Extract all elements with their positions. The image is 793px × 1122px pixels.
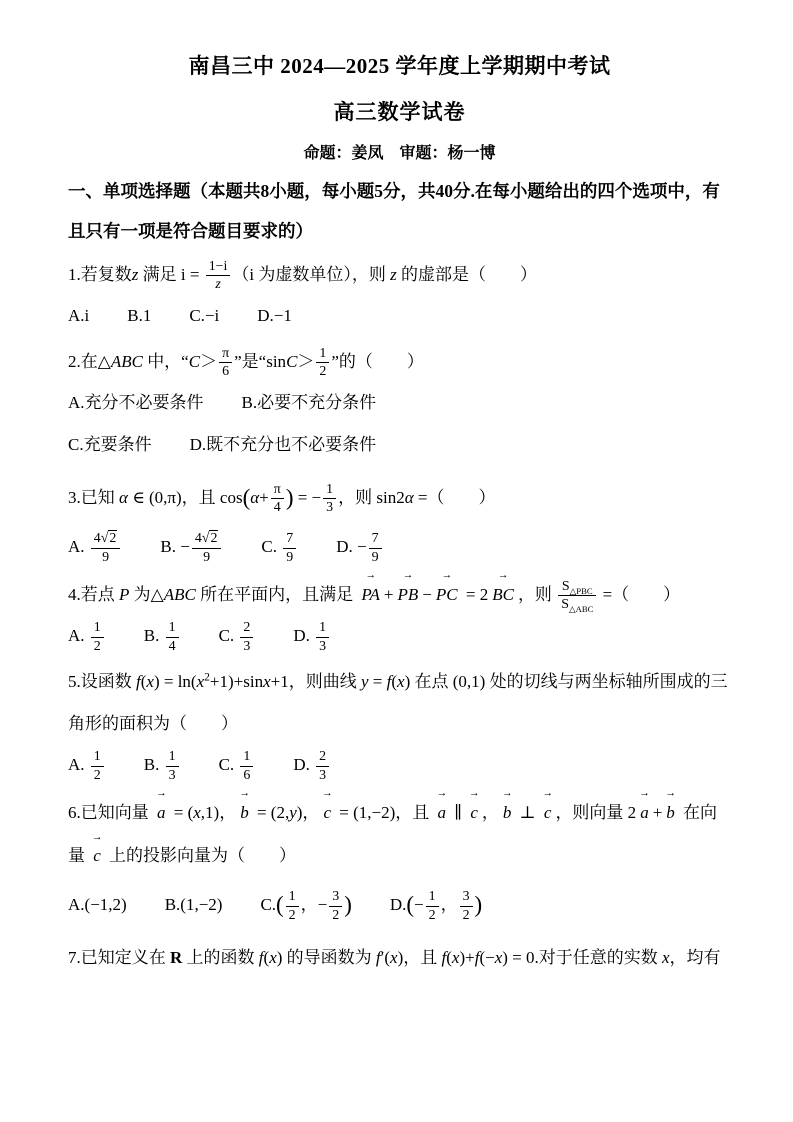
option: D.−1 xyxy=(257,306,292,326)
option: D.既不充分也不必要条件 xyxy=(189,435,377,455)
fraction: $\frac{1}{2}$ xyxy=(286,888,299,924)
fraction: $\frac{1}{2}$ xyxy=(426,888,439,924)
question-stem: 6.已知向量 → a = (x,1)， → b = (2,y)， → c = (1,−2)，且 → a ∥ → c ， → b ⊥ → c ，则向量 2 → a + → b 在向量 → c 上的投影向量为（ ） xyxy=(68,790,731,877)
option-line xyxy=(68,615,731,657)
vector: → PB xyxy=(397,572,420,616)
vector: → a xyxy=(436,790,447,834)
byline: 命题：姜凤 审题：杨一博 xyxy=(303,145,496,162)
vector: → a xyxy=(156,790,167,834)
option: B.(1,−2) xyxy=(164,895,223,914)
option-line xyxy=(68,295,731,337)
option: A. $\frac{1}{2}$ xyxy=(68,744,106,786)
option: D.(− $\frac{1}{2}$ ， $\frac{3}{2}$ ) xyxy=(389,889,483,923)
question-list xyxy=(68,254,731,979)
fraction: $\frac{S_{\triangle PBC}}{S_{\triangle ABC}}$ xyxy=(558,578,596,614)
question-stem: 7.已知定义在 R 上的函数 f(x) 的导函数为 f′(x)，且 f(x)+f(−x) = 0.对于任意的实数 x，均有 xyxy=(68,948,721,968)
vector: → c xyxy=(92,833,102,877)
option: B.1 xyxy=(127,306,152,326)
fraction: $\frac{\pi}{6}$ xyxy=(219,345,232,381)
vector: → b xyxy=(502,790,513,834)
vector: → BC xyxy=(491,572,515,616)
radical: √2 xyxy=(100,531,117,547)
option-line xyxy=(68,424,731,466)
exam-subtitle: 高三数学试卷 xyxy=(333,100,466,124)
question-stem: 4.若点 P 为△ABC 所在平面内，且满足 → PA + → PB − → PC = 2 → BC ，则 $\frac{S_{\triangle PBC}}{S_{\triangle ABC}}$ =（ ） xyxy=(68,572,731,616)
fraction: $\frac{4√2}{9}$ xyxy=(192,530,222,566)
fraction: $\frac{1}{2}$ xyxy=(91,619,104,655)
option-line xyxy=(68,744,731,786)
fraction: $\frac{1}{3}$ xyxy=(166,748,179,784)
question xyxy=(68,470,731,568)
question-stem: 1.若复数z 满足 i = $\frac{1-i}{z}$ （i 为虚数单位），则 z 的虚部是（ ） xyxy=(68,258,537,293)
option: A.充分不必要条件 xyxy=(68,393,204,413)
option: C. $\frac{7}{9}$ xyxy=(261,526,298,568)
fraction: $\frac{7}{9}$ xyxy=(283,530,296,566)
option: C.充要条件 xyxy=(68,435,152,455)
question xyxy=(68,341,731,466)
option: C. $\frac{1}{6}$ xyxy=(219,744,256,786)
fraction: $\frac{\pi}{4}$ xyxy=(271,481,284,517)
vector: → b xyxy=(239,790,250,834)
option: D. $\frac{1}{3}$ xyxy=(293,615,331,657)
fraction: $\frac{1}{2}$ xyxy=(316,345,329,381)
vector: → b xyxy=(665,790,676,834)
option: B. − $\frac{4√2}{9}$ xyxy=(160,526,223,568)
question xyxy=(68,572,731,657)
option: C.−i xyxy=(189,306,220,326)
option: B.必要不充分条件 xyxy=(241,393,377,413)
question-stem: 5.设函数 $f(x) = \ln(x^2+1)+\sin x+1$，则曲线 y = f(x) 在点 (0,1) 处的切线与两坐标轴所围成的三角形的面积为（ ） xyxy=(68,670,728,733)
option-line xyxy=(68,877,731,933)
vector: → c xyxy=(543,790,553,834)
fraction: $\frac{1}{4}$ xyxy=(166,619,179,655)
vector: → a xyxy=(639,790,650,834)
question-stem: 3.已知 α ∈ (0,π)，且 cos(α+ $\frac{\pi}{4}$ ) = − $\frac{1}{3}$ ，则 sin2α =（ ） xyxy=(68,481,496,516)
question xyxy=(68,937,731,979)
question xyxy=(68,254,731,337)
option: D. $\frac{2}{3}$ xyxy=(293,744,331,786)
radical: √2 xyxy=(201,531,218,547)
fraction: $\frac{2}{3}$ xyxy=(240,619,253,655)
option: A.i xyxy=(68,306,90,326)
vector: → c xyxy=(469,790,479,834)
option: C.( $\frac{1}{2}$ ，− $\frac{3}{2}$ ) xyxy=(260,889,352,923)
fraction: $\frac{1-i}{z}$ xyxy=(206,258,231,294)
option: A.(−1,2) xyxy=(68,895,127,914)
vector: → PA xyxy=(360,572,381,616)
option-line xyxy=(68,526,731,568)
question xyxy=(68,790,731,934)
fraction: $\frac{3}{2}$ xyxy=(329,888,342,924)
option: B. $\frac{1}{3}$ xyxy=(144,744,181,786)
option: B. $\frac{1}{4}$ xyxy=(144,615,181,657)
fraction: $\frac{1}{6}$ xyxy=(240,748,253,784)
fraction: $\frac{2}{3}$ xyxy=(316,748,329,784)
vector: → PC xyxy=(435,572,459,616)
option-line xyxy=(68,382,731,424)
fraction: $\frac{1}{3}$ xyxy=(323,481,336,517)
exam-title: 南昌三中 2024—2025 学年度上学期期中考试 xyxy=(188,54,611,78)
fraction: $\frac{4√2}{9}$ xyxy=(91,530,121,566)
fraction: $\frac{1}{3}$ xyxy=(316,619,329,655)
option: C. $\frac{2}{3}$ xyxy=(219,615,256,657)
option: A. $\frac{1}{2}$ xyxy=(68,615,106,657)
fraction: $\frac{7}{9}$ xyxy=(369,530,382,566)
question-stem: 2.在△ABC 中，“C＞ $\frac{\pi}{6}$ ”是“sinC＞ $\frac{1}{2}$ ”的（ ） xyxy=(68,345,424,380)
vector: → c xyxy=(322,790,332,834)
fraction: $\frac{1}{2}$ xyxy=(91,748,104,784)
option: D. − $\frac{7}{9}$ xyxy=(336,526,383,568)
fraction: $\frac{3}{2}$ xyxy=(460,888,473,924)
option: A. $\frac{4√2}{9}$ xyxy=(68,526,122,568)
question xyxy=(68,661,731,786)
section-one-heading: 一、单项选择题（本题共8小题，每小题5分，共40分.在每小题给出的四个选项中，有且只有一项是符合题目要求的） xyxy=(68,181,720,242)
